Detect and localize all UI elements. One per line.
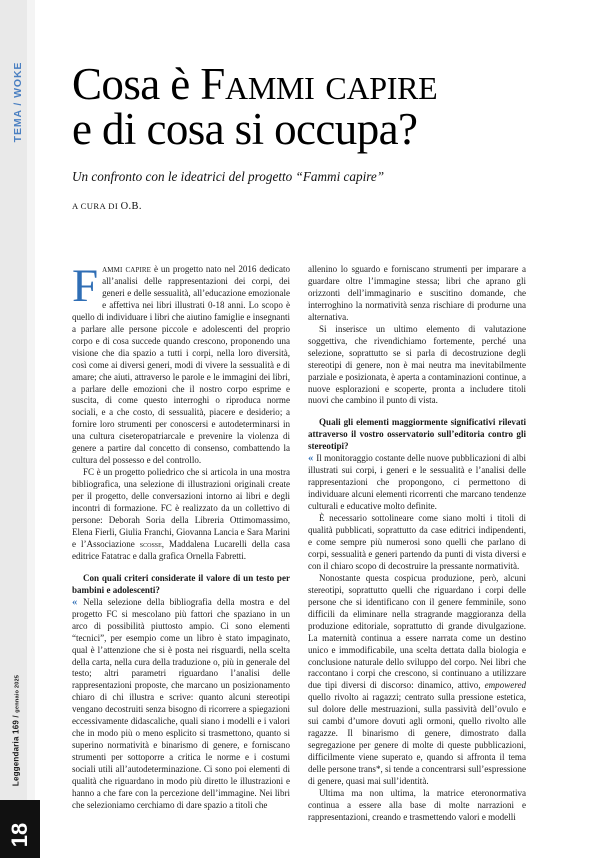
issue-line (12, 667, 21, 795)
paragraph (72, 467, 290, 563)
section-tag: TEMA / WOKE (12, 61, 24, 143)
answer-1-text: Nella selezione della bibliografia della mostra e del progetto FC si mescolano più fattori che spaziano in un arco di possibilità piuttosto ampio. Ci sono elementi “tecnici”, per esempio come un libro è stato impaginato, qual è l’attenzione che si è posta nei risguardi, nella scelta della carta, nella cura della traduzione o, più in generale del testo; altri parametri riguardano l’analisi delle rappresentazioni proposte, che marcano un posizionamento chiaro di chi illustra e scrive: quanto alcuni stereotipi vengano decostruiti senza bisogno di ricorrere a spiegazioni eccessivamente didascaliche, quali siano i modelli e i valori che in modo più o meno esplicito si trasmettono, quanto si superino normatività e binarismo di genere, e forniscano strumenti per sottoporre a critica le norme e i costumi sociali utili all’autodeterminazione. Ci sono poi elementi di qualità che riguardano in modo più diretto le illustrazioni e hanno a che fare con la percezione dell’immagine. Nei libri che selezioniamo cerchiamo di dare spazio a titoli che (72, 596, 290, 810)
guillemet-icon: « (308, 453, 314, 465)
lead-text: è un progetto nato nel 2016 dedicato all’analisi delle rappresentazioni dei corpi, dei generi e delle sessualità, all’educazione emozionale e affettiva nei libri illustrati 0-18 anni. Lo scopo è quello di individuare i libri che aiutino famiglie e insegnanti a parlare alle persone piccole e adolescenti del proprio corpo e di cosa succede quando crescono, proponendo una visione che dia spazio a tutti i corpi, nella loro diversità, così come ai diversi generi, modi di vivere la sessualità e di amare; che aiuti, attraverso le parole e le immagini dei libri, a parlare delle emozioni che il nostro corpo esprime e suscita, di come questo interroghi o riproduca norme sociali, e a che costo, di sessualità, piacere e desiderio; a fornire loro strumenti per conoscersi e autodeterminarsi in una cultura ciseteropatriarcale e prevenire la violenza di genere a partire dal concetto di consenso, combattendo la cultura del possesso e del controllo. (72, 264, 290, 466)
byline (72, 185, 560, 212)
column-right (308, 264, 526, 840)
answer-2-text: Il monitoraggio costante delle nuove pubblicazioni di albi illustrati sui corpi, i generi e le sessualità e l’analisi delle rappresentazioni che propongono, ci permettono di individuare alcuni elementi ricorrenti che marcano tendenze culturali e educative molto definite. (308, 453, 526, 512)
headline-line1-smallcaps: Fammi capire (200, 59, 438, 109)
paragraph-text-b: quello rivolto ai ragazzi; centrato sulla pressione estetica, sul dolore delle mestruazioni, sulla passività dell’ovulo e sui cambi d’umore dovuti agli ormoni, quello rivolto alle ragazze. Il binarismo di genere, dimostrato dalla segregazione per genere di molte di queste pubblicazioni, difficilmente viene superato e, quando si affronta il tema delle persone trans*, si tende a concentrarsi sull’espressione di genere, quasi mai sull’identità. (308, 692, 526, 787)
page-title (72, 0, 542, 154)
page-subtitle: Un confronto con le ideatrici del progetto “Fammi capire” (72, 169, 385, 185)
column-left (72, 264, 290, 840)
article-body (72, 264, 560, 840)
page-number: 18 (7, 822, 32, 848)
issue-name: Leggendaria 169 / (11, 715, 21, 787)
paragraph: allenino lo sguardo e forniscano strumenti per imparare a guardare oltre l’immagine stessa; libri che aprano gli orizzonti dell’immaginario e suscitino domande, che interroghino la normatività senza rischiare di produrne una alternativa. (308, 264, 526, 322)
page-content (72, 0, 560, 858)
paragraph: Ultima ma non ultima, la matrice eteronormativa continua a essere alla base di molte narrazioni e rappresentazioni, creando e trasmettendo valori e modelli (308, 787, 526, 822)
left-margin-band-inner (27, 0, 35, 858)
question-heading-2: Quali gli elementi maggiormente significativi rilevati attraverso il vostro osservatorio sull’editoria contro gli stereotipi? (308, 417, 526, 452)
paragraph-text-b: , Maddalena Lucarelli della casa editrice Fatatrac e dalla grafica Ornella Fabretti. (72, 538, 290, 561)
answer-1 (72, 597, 290, 812)
headline-line1-plain: Cosa è (72, 59, 201, 109)
answer-2 (308, 453, 526, 513)
paragraph-text-a: Nonostante questa cospicua produzione, però, alcuni stereotipi, soprattutto quelli che riguardano i corpi delle persone che si identificano con il genere femminile, sono difficili da eliminare nella stragrande maggioranza della produzione editoriale, soprattutto di grande divulgazione. La maternità continua a essere narrata come un destino unico e immodificabile, una scelta dettata dalla biologia e conclusione naturale dello sviluppo del corpo. Nei libri che raccontano i corpi che crescono, si continuano a utilizzare due tipi diversi di discorso: dinamico, attivo, (308, 572, 526, 691)
lead-caps-run: ammi capire (102, 264, 152, 275)
paragraph-text-a: FC è un progetto poliedrico che si articola in una mostra bibliografica, una selezione di illustrazioni originali create per il progetto, delle conversazioni intorno ai libri e degli incontri di formazione. FC è realizzato da un collettivo di persone: Deborah Soria della Libreria Ottimomassimo, Elena Fierli, Giulia Franchi, Giovanna Lancia e Sara Marini e l’Associazione (72, 467, 290, 549)
guillemet-icon: « (72, 596, 78, 608)
emphasis-empowered: empowered (484, 680, 526, 691)
paragraph (308, 573, 526, 788)
lead-paragraph (72, 264, 290, 467)
org-name-scosse: scosse (139, 538, 162, 549)
question-heading-1: Con quali criteri considerate il valore di un testo per bambini e adolescenti? (72, 572, 290, 595)
headline-line2: e di cosa si occupa? (72, 103, 418, 154)
byline-initials: O.B. (120, 201, 142, 213)
issue-date: gennaio 2025 (14, 674, 21, 713)
paragraph: Si inserisce un ultimo elemento di valutazione soggettiva, che rivendichiamo fortemente, perché una selezione, soprattutto se si parla di decostruzione degli stereotipi di genere, non è mai neutra ma inevitabilmente parziale e posizionata, è aperta a contaminazioni continue, a nuove esplorazioni e scoperte, pronta a includere titoli nuovi che cambino il punto di vista. (308, 323, 526, 406)
drop-cap: F (72, 264, 99, 312)
byline-prefix: A CURA DI (72, 201, 121, 212)
paragraph: È necessario sottolineare come siano molti i titoli di qualità pubblicati, soprattutto da case editrici indipendenti, e come sempre più numerosi sono quelli che parlano di corpi, sessualità e generi partendo da punti di vista diversi e con il chiaro scopo di decostruire la pressante normatività. (308, 513, 526, 571)
